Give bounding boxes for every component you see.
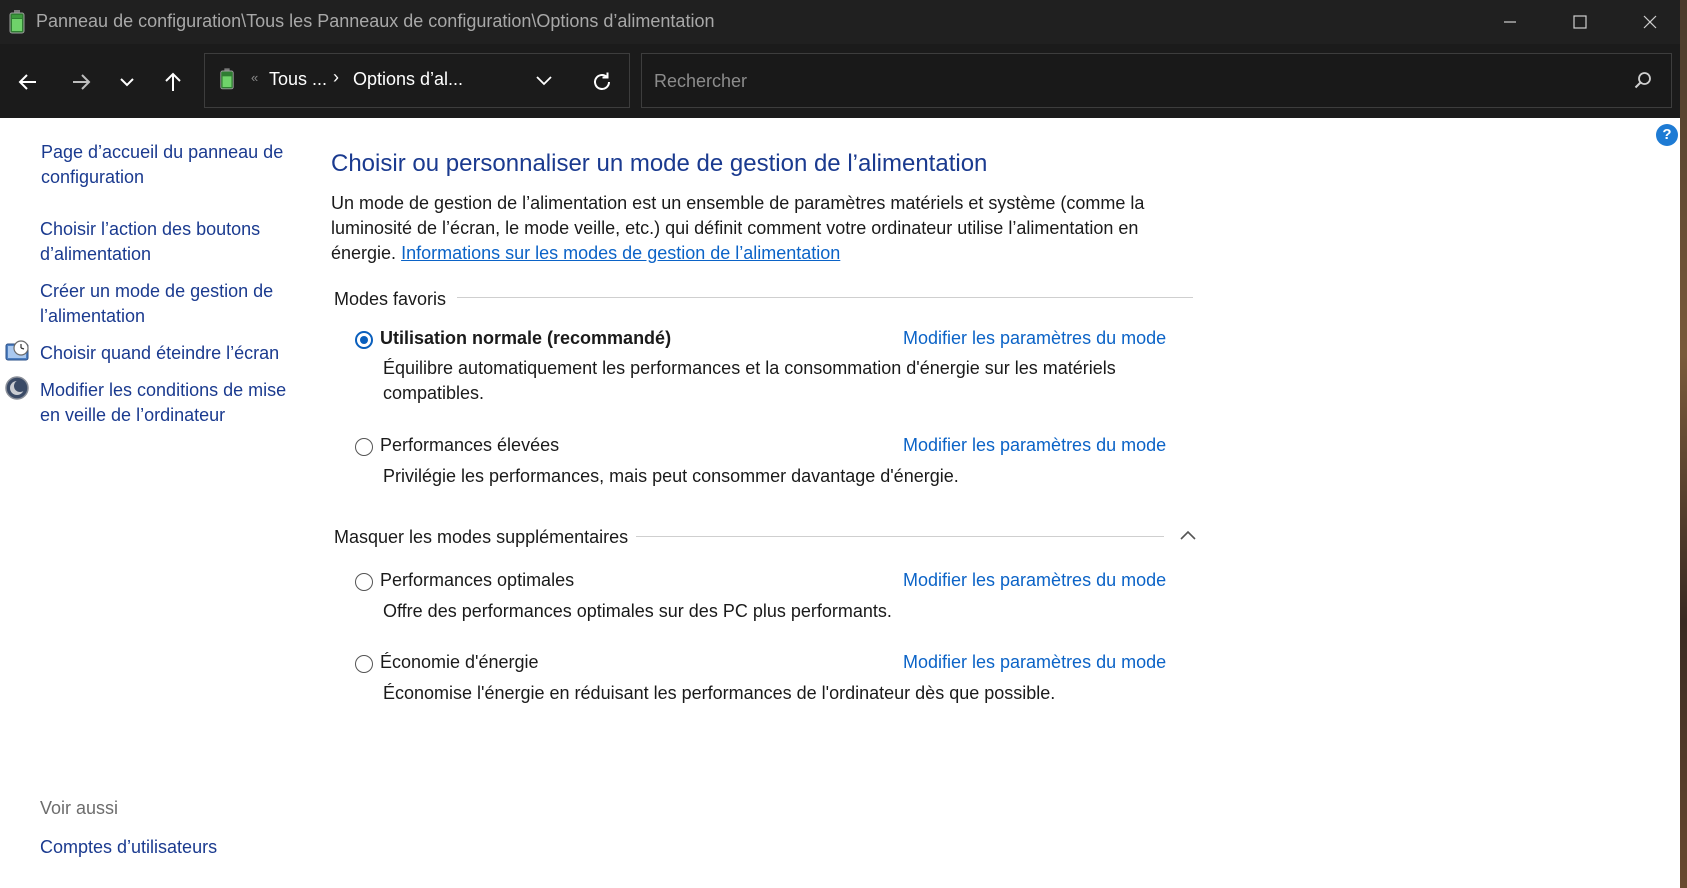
page-title: Choisir ou personnaliser un mode de gestion de l’alimentation (331, 150, 988, 177)
plan-ultimate-performance-name[interactable]: Performances optimales (380, 570, 575, 590)
plan-power-saver-name[interactable]: Économie d'énergie (380, 652, 539, 672)
search-box[interactable] (641, 53, 1672, 108)
plan-balanced-description: Équilibre automatiquement les performances et la consommation d'énergie sur les matériels compatibles. (383, 358, 1116, 403)
breadcrumb-all-panels[interactable]: Tous ... (269, 69, 328, 89)
plan-power-saver-change-link[interactable]: Modifier les paramètres du mode (903, 652, 1167, 672)
desktop-background-strip (1680, 0, 1687, 888)
search-icon[interactable] (1634, 71, 1652, 94)
plan-ultimate-performance-change-link[interactable]: Modifier les paramètres du mode (903, 570, 1167, 590)
plan-balanced-change-link[interactable]: Modifier les paramètres du mode (903, 328, 1167, 348)
up-button[interactable] (157, 66, 189, 98)
sleep-settings-link[interactable]: Modifier les conditions de mise en veille de l’ordinateur (40, 380, 287, 425)
plan-balanced-name[interactable]: Utilisation normale (recommandé) (380, 328, 672, 348)
intro-text: Un mode de gestion de l’alimentation est un ensemble de paramètres matériels et système (comme la luminosité de l’écran, le mode veille, etc.) qui définit comment votre ordinateur utilise l’alimentation en énergie. (331, 193, 1145, 263)
collapse-chevron-up-icon[interactable] (1178, 528, 1198, 544)
title-bar (0, 0, 1680, 44)
plan-power-saver-radio[interactable] (355, 655, 373, 673)
plan-power-saver-description: Économise l'énergie en réduisant les performances de l'ordinateur dès que possible. (383, 683, 1056, 703)
plan-balanced-radio[interactable] (355, 331, 373, 349)
chevron-down-icon (117, 72, 137, 92)
battery-icon (8, 10, 26, 39)
intro-paragraph (331, 191, 1151, 266)
navigation-bar (0, 44, 1680, 118)
plan-ultimate-performance-radio[interactable] (355, 573, 373, 591)
power-plans-info-link[interactable]: Informations sur les modes de gestion de l’alimentation (401, 243, 841, 263)
battery-icon (219, 68, 235, 95)
close-button[interactable] (1615, 0, 1685, 44)
maximize-button[interactable] (1545, 0, 1615, 44)
minimize-button[interactable] (1475, 0, 1545, 44)
help-button[interactable]: ? (1656, 124, 1678, 146)
extra-plans-divider (636, 536, 1164, 537)
refresh-icon (590, 70, 614, 94)
display-clock-icon (4, 338, 32, 371)
turn-off-display-link[interactable]: Choisir quand éteindre l’écran (40, 343, 280, 363)
plan-high-performance-change-link[interactable]: Modifier les paramètres du mode (903, 435, 1167, 455)
power-buttons-action-link[interactable]: Choisir l’action des boutons d’alimentation (40, 219, 261, 264)
arrow-up-icon (163, 72, 183, 92)
search-input[interactable] (652, 66, 1606, 96)
extra-plans-heading[interactable]: Masquer les modes supplémentaires (334, 527, 629, 547)
favorites-heading: Modes favoris (334, 289, 447, 309)
plan-high-performance-description: Privilégie les performances, mais peut consommer davantage d'énergie. (383, 466, 959, 486)
recent-locations-button[interactable] (111, 66, 143, 98)
breadcrumb-separator[interactable]: › (333, 67, 339, 87)
forward-button[interactable] (65, 66, 97, 98)
arrow-left-icon (18, 72, 38, 92)
control-panel-home-link[interactable]: Page d’accueil du panneau de configuration (41, 142, 284, 187)
favorites-divider (457, 297, 1193, 298)
create-power-plan-link[interactable]: Créer un mode de gestion de l’alimentation (40, 281, 274, 326)
sleep-moon-icon (4, 375, 30, 406)
address-bar[interactable] (204, 53, 630, 108)
user-accounts-link[interactable]: Comptes d’utilisateurs (40, 837, 218, 857)
refresh-button[interactable] (586, 66, 618, 98)
plan-high-performance-radio[interactable] (355, 438, 373, 456)
plan-ultimate-performance-description: Offre des performances optimales sur des PC plus performants. (383, 601, 892, 621)
back-button[interactable] (12, 66, 44, 98)
see-also-label: Voir aussi (40, 798, 119, 818)
window-title: Panneau de configuration\Tous les Panneaux de configuration\Options d’alimentation (36, 11, 715, 31)
address-dropdown-chevron-down-icon[interactable] (535, 72, 553, 93)
plan-high-performance-name[interactable]: Performances élevées (380, 435, 560, 455)
breadcrumb-power-options[interactable]: Options d’al... (353, 69, 464, 89)
arrow-right-icon (71, 72, 91, 92)
breadcrumb-overflow[interactable]: « (251, 70, 259, 85)
